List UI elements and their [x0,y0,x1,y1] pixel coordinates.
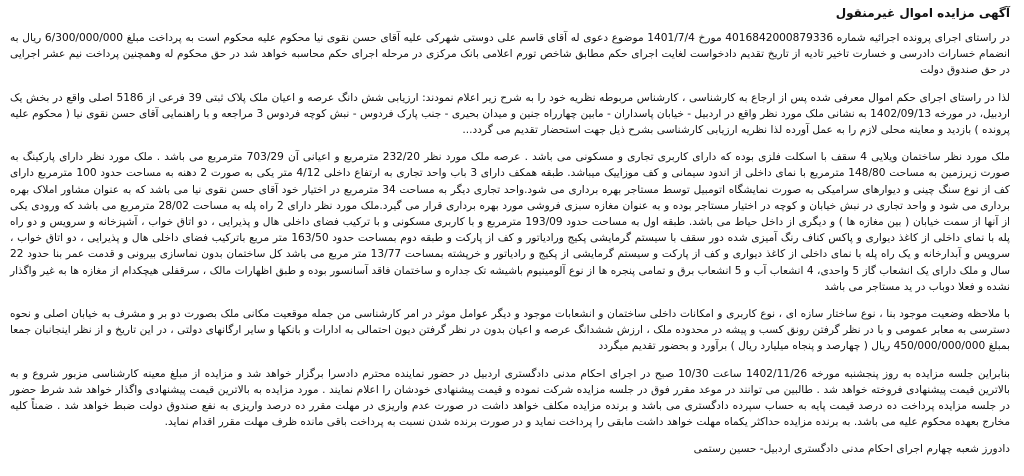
paragraph-expert-referral: لذا در راستای اجرای حکم اموال معرفی شده پس از ارجاع به کارشناسی ، کارشناس مربوطه نظریه خود را به شرح زیر اعلام نمودند: ارزیابی شش دانگ عرصه و اعیان ملک پلاک ثبتی 39 فرعی از 5186 اصلی واقع در بخش یک اردبیل، در مورخه 1402/09/13 به نشانی ملک مورد نظر واقع در اردبیل - خیابان پاسداران - مابین چهارراه جنین و میدان بحیری - جنب پارک فردوس - نبش کوچه فردوس 3 مراجعه و با راهنمایی آقای حسن نقوی نیا ( محکوم علیه پرونده ) بازدید و معاینه محلی لازم را به عمل آورده لذا نظریه ارزیابی کارشناسی بشرح ذیل جهت استحضار تقدیم می گردد... [10,91,1010,137]
paragraph-case-details: در راستای اجرای پرونده اجرائیه شماره 4016842000879336 مورخ 1401/7/4 موضوع دعوی له آقای قاسم علی دوستی شهرکی علیه آقای حسن نقوی نیا محکوم علیه محکوم است به پرداخت مبلغ 6/300/000/000 ریال به انضمام خسارات دادرسی و خسارت تاخیر تادیه از تاریخ تقدیم دادخواست لغایت اجرای حکم مطابق شاخص تورم اعلامی بانک مرکزی در مرحله اجرای حکم محاسبه خواهد شد در حق محکوم له وهمچنین پرداخت نیم عشر اجرایی در حق صندوق دولت [10,32,1010,77]
paragraph-valuation: با ملاحظه وضعیت موجود بنا ، نوع ساختار سازه ای ، نوع کاربری و امکانات داخلی ساختمان و انشعابات موجود و دیگر عوامل موثر در امر کارشناسی من جمله موقعیت مکانی ملک بصورت دو بر و مشرف به خیابان اصلی و نحوه دسترسی به معابر عمومی و با در نظر گرفتن رونق کسب و پیشه در محدوده ملک ، ارزش ششدانگ عرصه و اعیان بدون در نظر گرفتن دیون احتمالی به ادارات و بانکها و سایر ارگانهای دولتی ، در این تاریخ و از نظر اینجانبان جمعا بمبلغ 450/000/000/000 ریال ( چهارصد و پنجاه میلیارد ریال ) برآورد و بحضور تقدیم میگردد [10,308,1010,353]
paragraph-property-description: ملک مورد نظر ساختمان ویلایی 4 سقف با اسکلت فلزی بوده که دارای کاربری تجاری و مسکونی می باشد . عرصه ملک مورد نظر 232/20 مترمربع و اعیانی آن 703/29 مترمربع می باشد . ملک مورد نظر دارای پارکینگ به صورت زیرزمین به مساحت 148/80 مترمربع با نمای داخلی از اندود سیمانی و کف موزاییک میباشد. طبقه همکف دارای 3 باب واحد تجاری به ارتفاع داخلی 4/12 متر یکی به صورت 2 دهنه به مساحت حدود 100 مترمربع دارای کف از نوع سنگ چینی و دیوارهای سرامیکی به صورت نمایشگاه اتومبیل توسط مستاجر بهره برداری می شود.واحد تجاری دیگر به مساحت 34 مترمربع در اختیار خود آقای حسن نقوی نیا می باشد که به عنوان مشاور املاک بهره برداری می شود و واحد تجاری در نبش خیابان و کوچه در اختیار مستاجر بوده و به عنوان مغازه سبزی فروشی مورد بهره برداری قرار می گیرد.ملک مورد نظر دارای 2 راه پله به مساحت 28/02 مترمربع می باشد که ورودی یکی از آنها از سمت خیابان ( بین مغازه ها ) و دیگری از داخل حیاط می باشد. طبقه اول به مساحت حدود 193/09 مترمربع و با کاربری مسکونی و با ترکیب فضای داخلی هال و پذیرایی ، دو اتاق خواب ، آشپزخانه و سرویس و دو راه پله با نمای داخلی از کاغذ دیواری و پاکس کناف رنگ آمیزی شده دور سقف با سیستم گرمایشی پکیج ورادیاتور و کف از پارکت و طبقه دوم بمساحت حدود 163/50 متر مربع باترکیب فضای داخلی هال و پذیرایی ، دو اتاق خواب ، سرویس و آبدارخانه و یک راه پله با نمای داخلی از کاغذ دیواری و کف از پارکت و سیستم گرمایشی از پکیج و رادیاتور و خرپشته بمساحت 13/77 متر مربع می باشد کل ساختمان بدون نماسازی بیرونی و قدمت عمر بنا حدود 22 سال و ملک دارای یک انشعاب گاز 5 واحدی، 4 انشعاب آب و 5 انشعاب برق و تمامی پنجره ها از نوع آلومینیوم باشیشه تک جداره و ساختمان فاقد آسانسور بوده و طبق اظهارات مالک ، سرقفلی هیچکدام از مغازه ها به غیر واگذار نشده و فعلا دوباب در ید مستاجر می باشد [10,151,1011,293]
notice-title: آگهی مزایده اموال غیرمنقول [835,6,1010,20]
paragraph-auction-terms: بنابراین جلسه مزایده به روز پنجشنبه مورخه 1402/11/26 ساعت 10/30 صبح در اجرای احکام مدنی دادگستری اردبیل در حضور نماینده محترم دادسرا برگزار خواهد شد و مزایده از مبلغ معینه کارشناسی مزبور شروع و به بالاترین قیمت پیشنهادی فروخته خواهد شد . طالبین می توانند در موعد مقرر فوق در جلسه مزایده شرکت نموده و قیمت پیشنهادی خودشان را اعلام نمایند . مورد مزایده به بالاترین قیمت پیشنهادی واگذار خواهد شد شرط حضور در جلسه مزایده پرداخت ده درصد قیمت پایه به حساب سپرده دادگستری می باشد و برنده مزایده مکلف خواهد داشت در صورت عدم واریزی در مهلت مقرر ده درصد واریزی به نفع صندوق دولت ضبط خواهد شد . ضمناً کلیه مخارج بعهده محکوم علیه می باشد. به برنده مزایده حداکثر یکماه مهلت خواهد داشت مابقی را پرداخت نماید و در صورت برنده شدن نسبت به پرداخت باقی مانده ظرف مهلت مقرر اقدام نماید. [10,367,1010,429]
signature-line: دادورز شعبه چهارم اجرای احکام مدنی دادگستری اردبیل- حسین رستمی [693,443,1010,456]
